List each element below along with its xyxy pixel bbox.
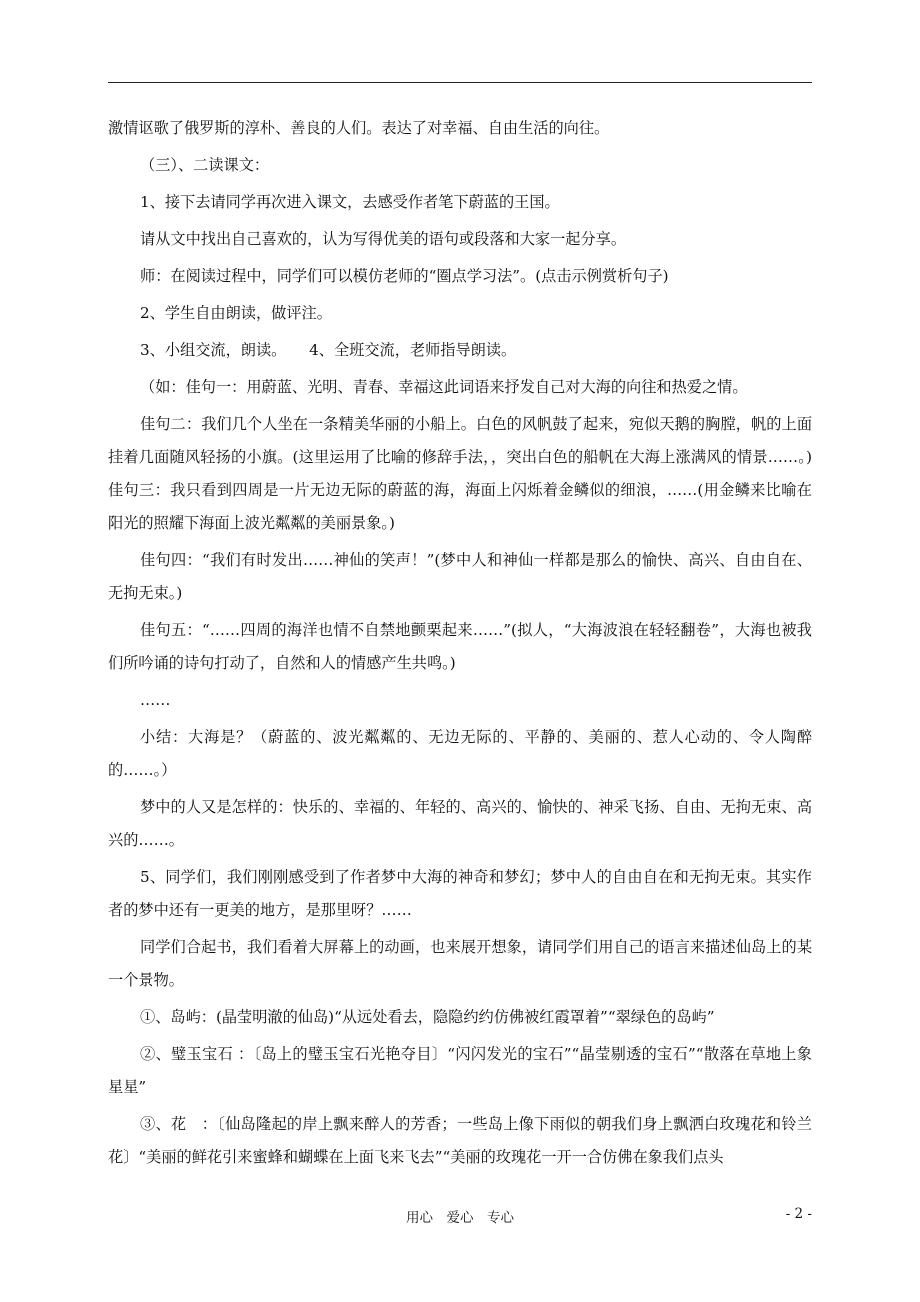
footer-motto: 用心 爱心 专心	[406, 1210, 514, 1226]
paragraph-8: 佳句二：我们几个人坐在一条精美华丽的小船上。白色的风帆鼓了起来，宛似天鹅的胸膛，帆的上面挂着几面随风轻扬的小旗。(这里运用了比喻的修辞手法，，突出白色的船帆在大海上涨满风的情景……。) 佳句三：我只看到四周是一片无边无际的蔚蓝的海，海面上闪烁着金鳞似的细浪，……(用金鳞来比喻在阳光的照耀下海面上波光粼粼的美丽景象。)	[108, 415, 843, 532]
paragraph-15: 同学们合起书，我们看着大屏幕上的动画，也来展开想象，请同学们用自己的语言来描述仙岛上的某一个景物。	[108, 938, 812, 989]
paragraph-5: 2、学生自由朗读，做评注。	[140, 304, 332, 322]
paragraph-16: ①、岛屿：(晶莹明澈的仙岛)“从远处看去，隐隐约约仿佛被红霞罩着”“翠绿色的岛屿”	[140, 1008, 715, 1026]
paragraph-6: 3、小组交流，朗读。 4、全班交流，老师指导朗读。	[140, 341, 517, 359]
paragraph-3: 请从文中找出自己喜欢的，认为写得优美的语句或段落和大家一起分享。	[140, 230, 626, 248]
page-footer	[0, 1206, 920, 1228]
page-number: - 2 -	[785, 1206, 812, 1222]
paragraph-13: 梦中的人又是怎样的：快乐的、幸福的、年轻的、高兴的、愉快的、神采飞扬、自由、无拘无束、高兴的……。	[108, 798, 812, 849]
paragraph-2: 1、接下去请同学再次进入课文，去感受作者笔下蔚蓝的王国。	[140, 193, 560, 211]
page-body	[108, 112, 843, 1174]
paragraph-17: ②、璧玉宝石 ：〔岛上的璧玉宝石光艳夺目〕“闪闪发光的宝石”“晶莹剔透的宝石”“散落在草地上象星星”	[108, 1045, 812, 1096]
paragraph-10: 佳句五：“……四周的海洋也情不自禁地颤栗起来……”(拟人，“大海波浪在轻轻翻卷”，大海也被我们所吟诵的诗句打动了，自然和人的情感产生共鸣。)	[108, 621, 812, 672]
paragraph-4: 师：在阅读过程中，同学们可以模仿老师的“圈点学习法”。(点击示例赏析句子)	[140, 267, 669, 285]
paragraph-7: （如：佳句一：用蔚蓝、光明、青春、幸福这此词语来抒发自己对大海的向往和热爱之情。	[140, 378, 748, 396]
header-rule	[108, 82, 812, 83]
section-heading: （三）、二读课文：	[140, 156, 270, 174]
paragraph-12: 小结：大海是？（蔚蓝的、波光粼粼的、无边无际的、平静的、美丽的、惹人心动的、令人陶醉的……。）	[108, 728, 812, 779]
paragraph-0: 激情讴歌了俄罗斯的淳朴、善良的人们。表达了对幸福、自由生活的向往。	[108, 119, 610, 137]
paragraph-9: 佳句四：“我们有时发出……神仙的笑声！”(梦中人和神仙一样都是那么的愉快、高兴、自由自在、无拘无束。)	[108, 551, 812, 602]
paragraph-14: 5、同学们，我们刚刚感受到了作者梦中大海的神奇和梦幻；梦中人的自由自在和无拘无束。其实作者的梦中还有一更美的地方，是那里呀？……	[108, 868, 812, 919]
paragraph-18: ③、花 ：〔仙岛隆起的岸上飘来醉人的芳香；一些岛上像下雨似的朝我们身上飘洒白玫瑰花和铃兰花〕“美丽的鲜花引来蜜蜂和蝴蝶在上面飞来飞去”“美丽的玫瑰花一开一合仿佛在象我们点头	[108, 1115, 812, 1166]
ellipsis-line: ……	[140, 691, 171, 709]
